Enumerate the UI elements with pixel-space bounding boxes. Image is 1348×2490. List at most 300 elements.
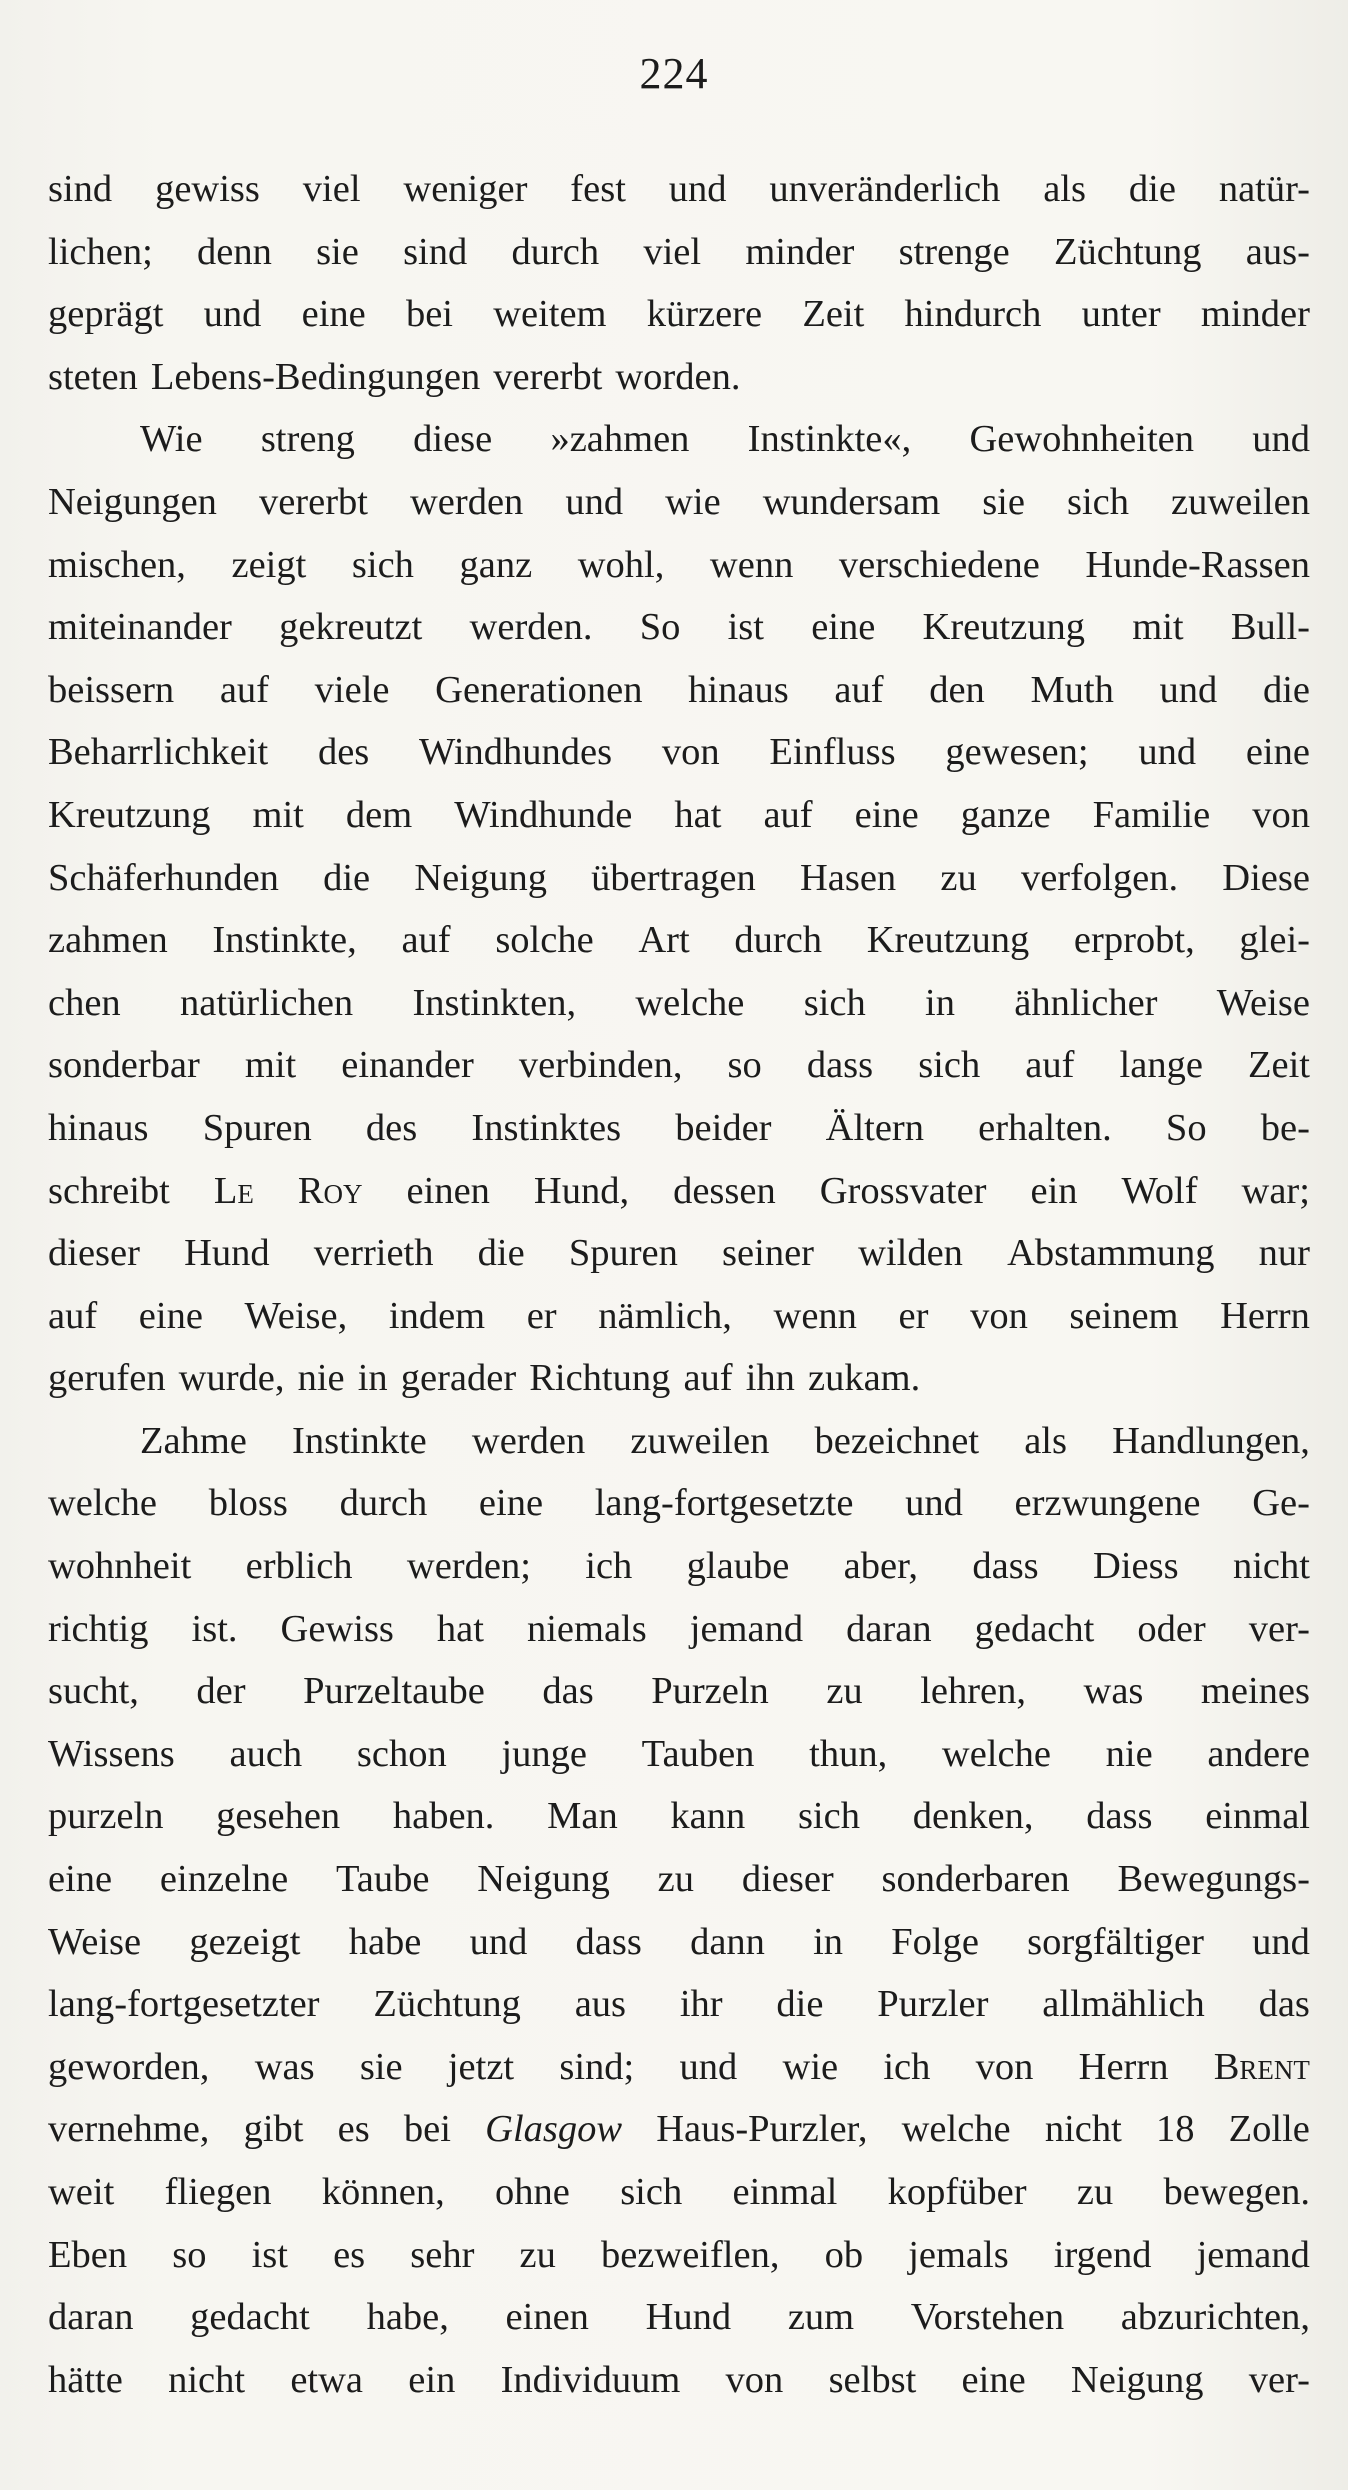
word: was xyxy=(1083,1670,1144,1713)
word: können, xyxy=(321,2171,445,2213)
word: werden; xyxy=(406,1545,531,1588)
word: gedacht xyxy=(190,2296,310,2339)
word: welche xyxy=(635,981,745,1024)
word: es xyxy=(333,2233,366,2276)
page-number: 224 xyxy=(639,49,709,98)
word: eine xyxy=(961,2358,1026,2401)
word: Gewohnheiten xyxy=(969,418,1194,461)
word: Schäferhunden xyxy=(48,856,279,899)
word: miteinander xyxy=(48,606,232,649)
word: und xyxy=(565,480,624,523)
word: werden xyxy=(471,1419,586,1462)
text-line xyxy=(48,1410,1310,1473)
word: Zeit xyxy=(802,293,865,336)
word: zum xyxy=(787,2296,855,2339)
word: dass xyxy=(806,1044,874,1087)
word: schon xyxy=(356,1732,447,1775)
word: jemals xyxy=(908,2233,1009,2276)
word: in xyxy=(357,1357,388,1400)
word: zu xyxy=(519,2233,556,2276)
word: diese xyxy=(413,418,493,461)
word: weitem xyxy=(493,293,607,336)
word: Instinkte, xyxy=(212,919,357,962)
word: dass xyxy=(575,1920,642,1963)
word: die xyxy=(323,856,371,899)
word: ganze xyxy=(960,793,1051,836)
word: bezeichnet xyxy=(814,1419,980,1462)
word: seinem xyxy=(1069,1294,1179,1337)
word: ihn xyxy=(745,1357,795,1400)
text-line xyxy=(48,659,1310,722)
text-line xyxy=(48,909,1310,972)
text-line xyxy=(48,1097,1310,1160)
text-line xyxy=(48,1723,1310,1786)
word: sind xyxy=(403,230,468,273)
word: natür- xyxy=(1218,168,1310,210)
word: Zahme xyxy=(140,1419,247,1462)
text-line xyxy=(48,784,1310,847)
text-line xyxy=(48,1785,1310,1848)
word: es xyxy=(337,2108,370,2151)
text-line xyxy=(48,1347,1310,1410)
word: Richtung xyxy=(529,1357,671,1400)
word: Wie xyxy=(140,418,203,461)
word: mischen, xyxy=(48,543,186,586)
word: solche xyxy=(495,919,594,962)
word: Züchtung xyxy=(1054,230,1202,273)
word: geprägt xyxy=(48,293,164,336)
word: wilden xyxy=(858,1232,963,1275)
word: war; xyxy=(1241,1169,1310,1212)
word: aus- xyxy=(1245,230,1310,273)
text-line xyxy=(48,283,1310,346)
word: die xyxy=(1262,668,1310,711)
word: chen xyxy=(48,981,121,1024)
word: welche xyxy=(901,2108,1011,2151)
word: und xyxy=(1252,1920,1310,1963)
text-line xyxy=(48,1598,1310,1661)
word: einmal xyxy=(732,2171,838,2213)
word: verschiedene xyxy=(838,543,1040,586)
word: beissern xyxy=(48,668,175,711)
word: sie xyxy=(359,2045,403,2088)
word: so xyxy=(727,1044,762,1087)
word: denn xyxy=(197,230,272,273)
word: Ältern xyxy=(825,1106,924,1149)
word: Purzeln xyxy=(651,1670,769,1713)
word: kürzere xyxy=(646,293,763,336)
word: So xyxy=(639,606,681,649)
text-line xyxy=(48,221,1310,284)
text-line xyxy=(48,2224,1310,2287)
word: andere xyxy=(1207,1732,1310,1775)
word: auf xyxy=(48,1294,98,1337)
word: niemals xyxy=(526,1607,647,1650)
word: geworden, xyxy=(48,2045,210,2088)
word: einen xyxy=(505,2296,589,2339)
word: nie xyxy=(297,1357,345,1400)
word: werden. xyxy=(469,606,593,649)
word: sie xyxy=(316,230,359,273)
word: Lebens-Bedingungen xyxy=(150,355,481,398)
word: das xyxy=(542,1670,594,1713)
text-line xyxy=(48,721,1310,784)
word: viele xyxy=(314,668,390,711)
word: ähnlicher xyxy=(1014,981,1158,1024)
word: be- xyxy=(1260,1106,1310,1149)
word: Purzeltaube xyxy=(303,1670,485,1713)
word: Spuren xyxy=(202,1106,312,1149)
word: Herrn xyxy=(1220,1294,1310,1337)
word: gerader xyxy=(400,1357,517,1400)
word: sich xyxy=(918,1044,981,1087)
word: dass xyxy=(972,1545,1039,1588)
word: übertragen xyxy=(591,856,756,899)
word: wenn xyxy=(709,543,794,586)
word: denken, xyxy=(912,1795,1034,1838)
word: nicht xyxy=(1232,1545,1310,1588)
word: minder xyxy=(745,230,855,273)
word: lang-fortgesetzte xyxy=(594,1482,854,1525)
word: des xyxy=(365,1106,418,1149)
word: Bewegungs- xyxy=(1117,1858,1310,1901)
word: bei xyxy=(405,293,453,336)
word: die xyxy=(1128,168,1176,210)
word: gedacht xyxy=(974,1607,1095,1650)
text-line xyxy=(48,2286,1310,2349)
word: Zeit xyxy=(1247,1044,1310,1087)
word: sonderbaren xyxy=(881,1858,1070,1901)
word: mit xyxy=(1132,606,1184,649)
word: wundersam xyxy=(762,480,941,523)
word: vernehme, xyxy=(48,2108,210,2151)
word: ist xyxy=(727,606,764,649)
word: Weise xyxy=(1216,981,1310,1024)
word: Individuum xyxy=(500,2358,681,2401)
word: und xyxy=(203,293,262,336)
word: Neigungen xyxy=(48,480,217,523)
word: einzelne xyxy=(159,1858,289,1901)
word: ich xyxy=(585,1545,633,1588)
word: Tauben xyxy=(641,1732,755,1775)
word: Hasen xyxy=(799,856,897,899)
word: die xyxy=(776,1983,824,2026)
word: ein xyxy=(408,2358,456,2401)
word: und xyxy=(469,1920,528,1963)
word: Beharrlichkeit xyxy=(48,731,269,774)
word: sehr xyxy=(410,2233,475,2276)
text-line xyxy=(48,2161,1310,2224)
word: selbst xyxy=(828,2358,917,2401)
word: oder xyxy=(1137,1607,1206,1650)
word: sich xyxy=(351,543,414,586)
word: von xyxy=(975,2045,1034,2088)
word: gekreutzt xyxy=(279,606,423,649)
word: bloss xyxy=(208,1482,288,1525)
word: wenn xyxy=(773,1294,857,1337)
word: Einfluss xyxy=(769,731,896,774)
word: und xyxy=(1252,418,1310,461)
word: Hund, xyxy=(533,1169,630,1212)
word: Weise, xyxy=(244,1294,348,1337)
word: allmählich xyxy=(1042,1983,1205,2026)
word: hindurch xyxy=(904,293,1042,336)
word: Muth xyxy=(1030,668,1114,711)
word: durch xyxy=(734,919,823,962)
word: dann xyxy=(690,1920,765,1963)
word: Kreutzung xyxy=(48,793,211,836)
word: wie xyxy=(782,2045,839,2088)
word: Grossvater xyxy=(819,1169,987,1212)
word: von xyxy=(970,1294,1028,1337)
word: durch xyxy=(511,230,600,273)
word: eine xyxy=(301,293,366,336)
text-line xyxy=(48,1034,1310,1097)
text-line xyxy=(48,1973,1310,2036)
word: erhalten. xyxy=(978,1106,1112,1149)
text-line xyxy=(48,471,1310,534)
word: was xyxy=(254,2045,315,2088)
text-line xyxy=(48,2098,1310,2161)
word: gezeigt xyxy=(189,1920,301,1963)
word: sich xyxy=(620,2171,683,2213)
word: steten xyxy=(48,355,138,398)
word: einen xyxy=(406,1169,490,1212)
word: aber, xyxy=(843,1545,918,1588)
word: von xyxy=(1252,793,1310,836)
text-line xyxy=(48,158,1310,221)
word: 18 xyxy=(1155,2108,1195,2151)
word: zu xyxy=(826,1670,863,1713)
word: hat xyxy=(436,1607,484,1650)
word: ver- xyxy=(1248,2358,1310,2401)
word: ist. xyxy=(191,1607,238,1650)
word: fest xyxy=(570,168,626,210)
word: strenge xyxy=(898,230,1010,273)
word: Vorstehen xyxy=(910,2296,1065,2339)
word: eine xyxy=(48,1858,113,1901)
word: sucht, xyxy=(48,1670,139,1713)
text-line xyxy=(48,1160,1310,1223)
word: minder xyxy=(1200,293,1310,336)
word: aus xyxy=(574,1983,627,2026)
word: schreibt xyxy=(48,1169,170,1212)
word: Kreutzung xyxy=(866,919,1030,962)
word: glei- xyxy=(1239,919,1310,962)
word: hätte xyxy=(48,2358,123,2401)
word: daran xyxy=(846,1607,932,1650)
word: auch xyxy=(229,1732,303,1775)
word: von xyxy=(725,2358,784,2401)
word: ganz xyxy=(459,543,533,586)
word: ver- xyxy=(1248,1607,1310,1650)
word: purzeln xyxy=(48,1795,164,1838)
word: Art xyxy=(638,919,690,962)
word: indem xyxy=(388,1294,486,1337)
word: dem xyxy=(345,793,413,836)
word: lehren, xyxy=(920,1670,1027,1713)
word: nämlich, xyxy=(598,1294,732,1337)
word: eine xyxy=(811,606,876,649)
word: glaube xyxy=(686,1545,790,1588)
word: Züchtung xyxy=(373,1983,521,2026)
word: Wolf xyxy=(1121,1169,1198,1212)
text-line xyxy=(48,972,1310,1035)
word: wohnheit xyxy=(48,1545,192,1588)
word: worden. xyxy=(615,355,741,398)
word: eine xyxy=(1245,731,1310,774)
word: zu xyxy=(1076,2171,1114,2213)
word: und xyxy=(668,168,727,210)
word: Haus-Purzler, xyxy=(656,2108,868,2151)
word: als xyxy=(1024,1419,1067,1462)
word: Ge- xyxy=(1252,1482,1310,1525)
word: Zolle xyxy=(1228,2108,1310,2151)
word: lang-fortgesetzter xyxy=(48,1983,320,2026)
word: verfolgen. xyxy=(1020,856,1179,899)
word: ohne xyxy=(495,2171,570,2213)
word: nicht xyxy=(168,2358,246,2401)
word: erzwungene xyxy=(1014,1482,1201,1525)
word: ihr xyxy=(679,1983,723,2026)
word: erblich xyxy=(245,1545,353,1588)
word: in xyxy=(925,981,955,1024)
word: beider xyxy=(675,1106,772,1149)
word: ob xyxy=(824,2233,864,2276)
word: lange xyxy=(1119,1044,1203,1087)
word: er xyxy=(526,1294,557,1337)
word: hinaus xyxy=(48,1106,149,1149)
word: dessen xyxy=(673,1169,776,1212)
word: viel xyxy=(643,230,702,273)
word: Diess xyxy=(1093,1545,1179,1588)
word: daran xyxy=(48,2296,134,2339)
word: Windhundes xyxy=(419,731,613,774)
text-line xyxy=(48,1911,1310,1974)
word: lichen; xyxy=(48,230,153,273)
word: Hund xyxy=(184,1232,270,1275)
word: sich xyxy=(803,981,866,1024)
word: sind; xyxy=(559,2045,635,2088)
word: Instinktes xyxy=(471,1106,622,1149)
word: der xyxy=(196,1670,246,1713)
text-line xyxy=(48,1660,1310,1723)
word: gewiss xyxy=(155,168,260,210)
word: viel xyxy=(302,168,361,210)
word: So xyxy=(1165,1106,1207,1149)
word: habe xyxy=(348,1920,422,1963)
word: Herrn xyxy=(1078,2045,1169,2088)
word: auf xyxy=(401,919,451,962)
word: Neigung xyxy=(414,856,547,899)
word: Weise xyxy=(48,1920,142,1963)
word: verrieth xyxy=(313,1232,434,1275)
word: seiner xyxy=(722,1232,814,1275)
word: weit xyxy=(48,2171,115,2213)
word: verbinden, xyxy=(518,1044,683,1087)
word: vererbt xyxy=(493,355,603,398)
word: zukam. xyxy=(808,1357,921,1400)
word: nicht xyxy=(1044,2108,1122,2151)
word: streng xyxy=(260,418,355,461)
word: das xyxy=(1258,1983,1310,2026)
word: jemand xyxy=(689,1607,804,1650)
word: fliegen xyxy=(164,2171,272,2213)
word: von xyxy=(661,731,720,774)
word: jemand xyxy=(1196,2233,1310,2276)
text-line xyxy=(48,1535,1310,1598)
word: Handlungen, xyxy=(1112,1419,1310,1462)
word: wie xyxy=(665,480,721,523)
word: unveränderlich xyxy=(769,168,1001,210)
word: haben. xyxy=(392,1795,495,1838)
word: einmal xyxy=(1205,1795,1310,1838)
word: Kreutzung xyxy=(922,606,1086,649)
word: sie xyxy=(982,480,1025,523)
word: sind xyxy=(48,168,113,210)
word: Folge xyxy=(891,1920,979,1963)
word: welche xyxy=(48,1482,158,1525)
word: abzurichten, xyxy=(1120,2296,1310,2339)
text-line xyxy=(48,1285,1310,1348)
text-line xyxy=(48,847,1310,910)
word: eine xyxy=(138,1294,203,1337)
word: er xyxy=(898,1294,929,1337)
word: zuweilen xyxy=(630,1419,770,1462)
word: Spuren xyxy=(568,1232,678,1275)
word: hinaus xyxy=(688,668,789,711)
text-line xyxy=(48,596,1310,659)
word: erprobt, xyxy=(1073,919,1195,962)
word: Wissens xyxy=(48,1732,175,1775)
word: zuweilen xyxy=(1171,480,1310,523)
word: dieser xyxy=(741,1858,834,1901)
word: zahmen xyxy=(48,919,168,962)
word: vererbt xyxy=(258,480,368,523)
word: nur xyxy=(1258,1232,1310,1275)
word: nie xyxy=(1105,1732,1153,1775)
word: welche xyxy=(941,1732,1051,1775)
word: Bull- xyxy=(1230,606,1310,649)
word: und xyxy=(1138,731,1197,774)
word: sich xyxy=(1066,480,1130,523)
word: gibt xyxy=(243,2108,304,2151)
word: wohl, xyxy=(577,543,665,586)
text-line xyxy=(48,534,1310,597)
word: auf xyxy=(763,793,813,836)
word: mit xyxy=(252,793,304,836)
word: des xyxy=(317,731,370,774)
text-line xyxy=(48,1472,1310,1535)
text-line xyxy=(48,1222,1310,1285)
word: den xyxy=(929,668,985,711)
word: ich xyxy=(883,2045,931,2088)
text-line xyxy=(48,2349,1310,2412)
word: zu xyxy=(940,856,977,899)
body-text xyxy=(48,158,1310,2411)
word: dieser xyxy=(48,1232,140,1275)
word: unter xyxy=(1081,293,1161,336)
word: dass xyxy=(1086,1795,1153,1838)
word: richtig xyxy=(48,1607,149,1650)
word: Familie xyxy=(1092,793,1211,836)
text-line xyxy=(48,408,1310,471)
word: die xyxy=(477,1232,525,1275)
word: gesehen xyxy=(216,1795,341,1838)
word: und xyxy=(679,2045,738,2088)
word: Hunde-Rassen xyxy=(1085,543,1310,586)
word: Diese xyxy=(1222,856,1310,899)
